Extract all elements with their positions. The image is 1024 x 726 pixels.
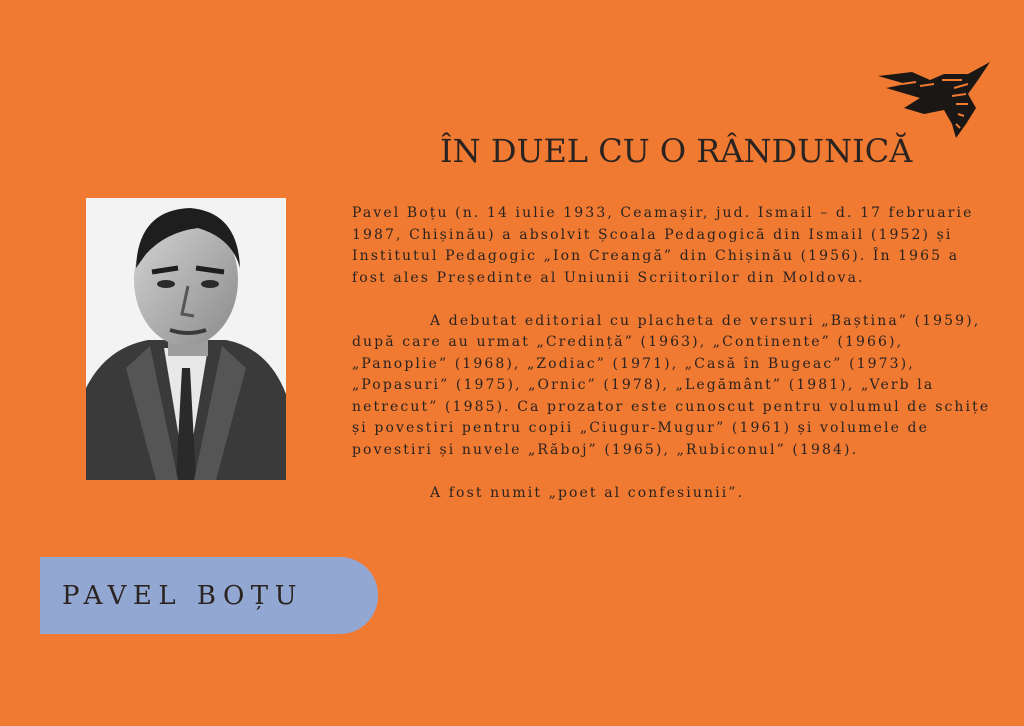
biography-text: [352, 203, 992, 526]
bio-paragraph-1: Pavel Boțu (n. 14 iulie 1933, Ceamașir, jud. Ismail – d. 17 februarie 1987, Chișinău) a absolvit Școala Pedagogică din Ismail (1952) și Institutul Pedagogic „Ion Creangă” din Chișinău (1956). În 1965 a fost ales Președinte al Uniunii Scriitorilor din Moldova.: [352, 205, 974, 286]
author-name: PAVEL BOȚU: [62, 580, 304, 611]
bio-paragraph-2: A debutat editorial cu placheta de versuri „Baștina” (1959), după care au urmat „Credință” (1963), „Continente” (1966), „Panoplie” (1968), „Zodiac” (1971), „Casă în Bugeac” (1973), „Popasuri” (1975), „Ornic” (1978), „Legământ” (1981), „Verb la netrecut” (1985). Ca prozator este cunoscut pentru volumul de schițe și povestiri pentru copii „Ciugur-Mugur” (1961) și volumele de povestiri și nuvele „Răboj” (1965), „Rubiconul” (1984).: [352, 312, 991, 458]
portrait-photo: [86, 198, 286, 480]
name-badge: [40, 557, 378, 634]
page-title: ÎN DUEL CU O RÂNDUNICĂ: [440, 132, 913, 170]
bio-paragraph-3: A fost numit „poet al confesiunii”.: [430, 484, 745, 501]
